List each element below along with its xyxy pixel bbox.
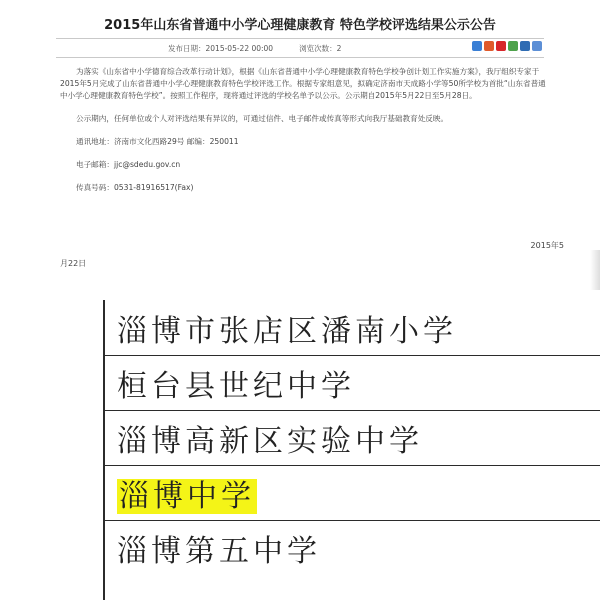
share-icon-6[interactable]: [532, 41, 542, 51]
contact-email: 电子邮箱：jjc@sdedu.gov.cn: [76, 160, 181, 169]
list-item: [103, 466, 600, 521]
list-item: [103, 301, 600, 356]
share-icon-4[interactable]: [508, 41, 518, 51]
school-name: 淄博高新区实验中学: [117, 424, 423, 459]
highlight-mark: 淄博中学: [119, 479, 255, 514]
list-item: [103, 356, 600, 411]
school-name-highlighted: [117, 471, 257, 515]
school-name: 淄博第五中学: [117, 534, 321, 569]
notice-title: 2015年山东省普通中小学心理健康教育 特色学校评选结果公示公告: [104, 18, 496, 33]
publish-date: 发布日期：2015-05-22 00:00: [168, 43, 274, 53]
view-count: 浏览次数：2: [299, 43, 342, 53]
contact-fax: 传真号码：0531-81916517(Fax): [76, 183, 194, 192]
page-curl-decoration: [590, 250, 600, 290]
list-item: [103, 411, 600, 466]
notice-paragraph-2: 公示期内，任何单位或个人对评选结果有异议的，可通过信件、电子邮件或传真等形式向我厅基础教育处反映。: [76, 114, 449, 123]
share-icon-2[interactable]: [484, 41, 494, 51]
share-icon-1[interactable]: [472, 41, 482, 51]
school-name: 淄博市张店区潘南小学: [117, 314, 457, 349]
notice-paragraph-1: 为落实《山东省中小学德育综合改革行动计划》，根据《山东省普通中小学心理健康教育特色学校争创计划工作实施方案》，我厅组织专家于2015年5月完成了山东省普通中小学心理健康教育特色学校评选工作。根据专家组意见，拟确定济南市天成路小学等50所学校为首批“山东省普通中小学心理健康教育特色学校”。按照工作程序，现将通过评选的学校名单予以公示。公示期自2015年5月22日至5月28日。: [60, 67, 546, 100]
notice-date-part2: 月22日: [60, 259, 87, 268]
list-item: [103, 521, 600, 575]
contact-address: 通讯地址：济南市文化西路29号 邮编：250011: [76, 137, 239, 146]
meta-bar: [56, 38, 544, 58]
share-icon-3[interactable]: [496, 41, 506, 51]
notice-body: [60, 66, 550, 205]
share-icon-5[interactable]: [520, 41, 530, 51]
share-toolbar: [472, 41, 542, 51]
notice-date-part1: 2015年5: [530, 241, 564, 250]
school-name: 桓台县世纪中学: [117, 369, 355, 404]
